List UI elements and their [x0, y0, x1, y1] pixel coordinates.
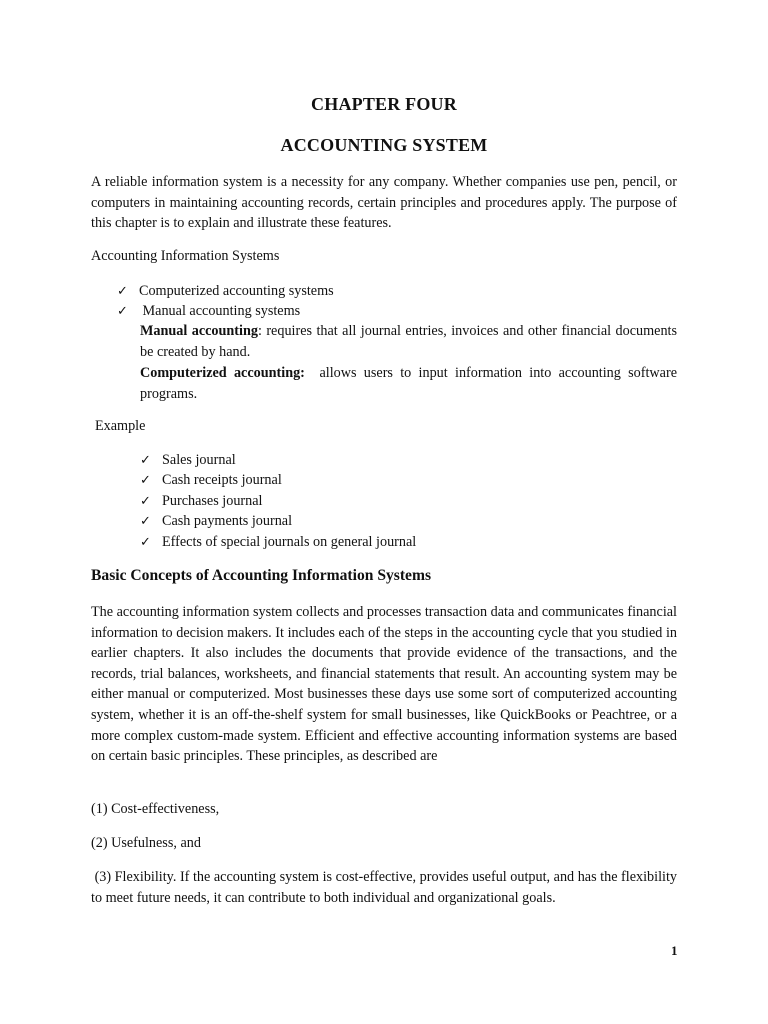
computerized-accounting-definition: [140, 363, 681, 404]
intro-paragraph: A reliable information system is a necessity for any company. Whether companies use pen, pencil, or computers in maintaining accounting records, certain principles and procedures apply. The purpose of this chapter is to explain and illustrate these features.: [91, 174, 677, 232]
chapter-label: CHAPTER FOUR: [311, 94, 457, 114]
list-item-label: Manual accounting systems: [139, 303, 301, 319]
list-item-label: Cash payments journal: [162, 513, 293, 529]
principle-item: (1) Cost-effectiveness,: [91, 801, 220, 817]
list-item: [140, 511, 292, 533]
checkmark-icon: ✓: [140, 473, 151, 488]
list-item: [117, 281, 334, 303]
list-item-label: Sales journal: [162, 452, 236, 468]
principle-item: (2) Usefulness, and: [91, 835, 201, 851]
flexibility-paragraph: (3) Flexibility. If the accounting system is cost-effective, provides useful output, and has the flexibility to meet future needs, it can contribute to both individual and organizational goals.: [91, 869, 681, 906]
list-item: [140, 450, 236, 472]
chapter-title: ACCOUNTING SYSTEM: [280, 135, 488, 155]
body-paragraph: The accounting information system collects and processes transaction data and communicates financial information to decision makers. It includes each of the steps in the accounting cycle that you studied in earlier chapters. It also includes the documents that provide evidence of the transactions, and the records, trial balances, worksheets, and financial statements that result. An accounting system may be either manual or computerized. Most businesses these days use some sort of computerized accounting system, whether it is an off-the-shelf system for small businesses, like QuickBooks or Peachtree, or a more complex custom-made system. Efficient and effective accounting information systems are based on certain basic principles. These principles, as described are: [91, 604, 677, 765]
checkmark-icon: ✓: [117, 304, 128, 319]
example-label: Example: [95, 418, 146, 434]
checkmark-icon: ✓: [140, 514, 151, 529]
definition-text: : requires that all journal entries, invoices and other financial documents be created by hand.: [140, 323, 677, 360]
list-item-label: Purchases journal: [162, 493, 263, 509]
list-item-label: Computerized accounting systems: [139, 283, 334, 299]
definition-text: allows users to input information into accounting software programs.: [140, 365, 681, 402]
checkmark-icon: ✓: [140, 453, 151, 468]
manual-accounting-definition: [140, 321, 677, 362]
section-heading: Basic Concepts of Accounting Information Systems: [91, 567, 432, 584]
page-number: 1: [671, 943, 678, 958]
list-item: [140, 491, 262, 513]
list-item-label: Cash receipts journal: [162, 472, 282, 488]
ais-label: Accounting Information Systems: [91, 248, 280, 264]
list-item: [117, 301, 300, 323]
list-item-label: Effects of special journals on general journal: [162, 534, 417, 550]
definition-term: Computerized accounting:: [140, 365, 305, 381]
list-item: [140, 532, 416, 554]
definition-term: Manual accounting: [140, 323, 258, 339]
checkmark-icon: ✓: [140, 535, 151, 550]
checkmark-icon: ✓: [140, 494, 151, 509]
checkmark-icon: ✓: [117, 284, 128, 299]
list-item: [140, 470, 282, 492]
